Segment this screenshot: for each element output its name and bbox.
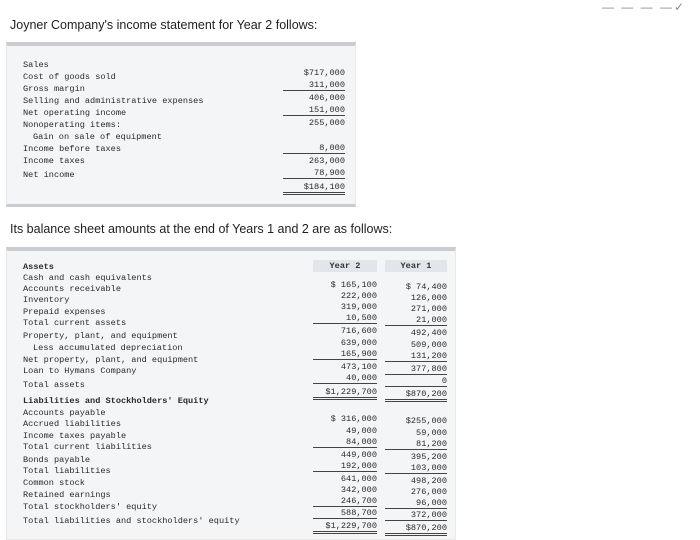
y1-accounts-payable: $255,000 <box>405 416 447 426</box>
is-label-income-taxes: Income taxes <box>23 156 85 166</box>
bs-label-loan-to-hymans: Loan to Hymans Company <box>23 366 137 376</box>
bs-label-accumulated-depreciation: Less accumulated depreciation <box>33 343 183 353</box>
bs-label-accrued-liabilities: Accrued liabilities <box>23 419 121 429</box>
bs-label-total-current-liabilities: Total current liabilities <box>23 442 152 452</box>
y1-loan-to-hymans: 0 <box>385 376 447 387</box>
y1-total-current-assets: 492,400 <box>410 328 447 338</box>
y2-income-taxes-payable: 84,000 <box>313 437 377 448</box>
y1-total-stockholders-equity: 372,000 <box>385 510 447 521</box>
y2-accounts-receivable: 222,000 <box>340 291 377 301</box>
is-label-nonoperating-items: Nonoperating items: <box>23 120 121 130</box>
is-label-sales: Sales <box>23 60 49 70</box>
bs-label-accounts-receivable: Accounts receivable <box>23 284 121 294</box>
y1-prepaid-expenses: 21,000 <box>385 315 447 326</box>
bs-label-cash: Cash and cash equivalents <box>23 273 152 283</box>
y2-cash: $ 165,100 <box>330 280 377 290</box>
y1-total-current-liabilities: 395,200 <box>410 452 447 462</box>
y1-accrued-liabilities: 59,000 <box>416 428 447 438</box>
y2-total-stockholders-equity: 588,700 <box>313 508 377 519</box>
y2-accrued-liabilities: 49,000 <box>346 426 377 436</box>
y2-retained-earnings: 246,700 <box>313 496 377 507</box>
y2-total-current-liabilities: 449,000 <box>340 450 377 460</box>
bs-label-retained-earnings: Retained earnings <box>23 490 111 500</box>
bs-label-assets: Assets <box>23 262 54 272</box>
y1-income-taxes-payable: 81,200 <box>385 439 447 450</box>
y1-total-assets: $870,200 <box>385 389 447 402</box>
y2-common-stock: 342,000 <box>340 485 377 495</box>
y2-total-assets: $1,229,700 <box>313 387 377 400</box>
bs-label-total-stockholders-equity: Total stockholders' equity <box>23 502 158 512</box>
y2-bonds-payable: 192,000 <box>313 461 377 472</box>
y2-total-current-assets: 716,600 <box>340 326 377 336</box>
bs-label-liabilities-equity: Liabilities and Stockholders' Equity <box>23 396 209 406</box>
y2-accumulated-depreciation: 165,900 <box>313 349 377 360</box>
is-value-income-taxes: 78,900 <box>283 168 345 179</box>
bs-label-common-stock: Common stock <box>23 478 85 488</box>
y1-inventory: 271,000 <box>410 304 447 314</box>
y1-accounts-receivable: 126,000 <box>410 293 447 303</box>
bs-label-bonds-payable: Bonds payable <box>23 455 91 465</box>
y2-inventory: 319,000 <box>340 302 377 312</box>
bs-label-total-assets: Total assets <box>23 380 85 390</box>
y2-ppe: 639,000 <box>340 338 377 348</box>
bs-label-prepaid-expenses: Prepaid expenses <box>23 307 106 317</box>
y1-ppe: 509,000 <box>410 340 447 350</box>
y1-accumulated-depreciation: 131,200 <box>385 351 447 362</box>
is-label-net-operating-income: Net operating income <box>23 108 127 118</box>
cropped-edge-mark: ― — ― —✓ <box>601 0 686 14</box>
is-value-net-operating-income: 255,000 <box>308 118 345 128</box>
y1-cash: $ 74,400 <box>405 282 447 292</box>
is-label-income-before-taxes: Income before taxes <box>23 144 121 154</box>
is-label-gross-margin: Gross margin <box>23 84 85 94</box>
bs-label-total-liabilities-and-equity: Total liabilities and stockholders' equity <box>23 516 240 526</box>
is-value-net-income: $184,100 <box>283 182 345 195</box>
y2-loan-to-hymans: 40,000 <box>313 373 377 384</box>
bs-label-net-ppe: Net property, plant, and equipment <box>23 355 199 365</box>
y1-common-stock: 276,000 <box>410 487 447 497</box>
is-value-sales: $717,000 <box>303 68 345 78</box>
year1-column-header: Year 1 <box>385 260 447 272</box>
balance-sheet-heading: Its balance sheet amounts at the end of Years 1 and 2 are as follows: <box>10 222 393 236</box>
balance-sheet-table <box>6 247 456 540</box>
bs-label-total-current-assets: Total current assets <box>23 318 127 328</box>
bs-label-ppe: Property, plant, and equipment <box>23 331 178 341</box>
y2-prepaid-expenses: 10,500 <box>313 313 377 324</box>
is-value-income-before-taxes: 263,000 <box>308 156 345 166</box>
bs-label-income-taxes-payable: Income taxes payable <box>23 431 127 441</box>
y1-total-liabilities: 498,200 <box>410 476 447 486</box>
is-label-net-income: Net income <box>23 170 75 180</box>
y2-total-liabilities-and-equity: $1,229,700 <box>313 521 377 534</box>
y1-bonds-payable: 103,000 <box>385 463 447 474</box>
y2-total-liabilities: 641,000 <box>340 474 377 484</box>
year2-column-header: Year 2 <box>313 260 377 272</box>
is-label-selling-admin: Selling and administrative expenses <box>23 96 204 106</box>
is-value-cogs: 311,000 <box>283 80 345 91</box>
income-statement-table <box>6 42 356 207</box>
income-statement-heading: Joyner Company's income statement for Year 2 follows: <box>10 18 318 32</box>
is-value-gain-on-sale: 8,000 <box>283 143 345 154</box>
is-value-gross-margin: 406,000 <box>308 93 345 103</box>
is-label-gain-on-sale: Gain on sale of equipment <box>33 132 162 142</box>
y2-net-ppe: 473,100 <box>340 362 377 372</box>
is-label-cogs: Cost of goods sold <box>23 72 116 82</box>
y1-net-ppe: 377,800 <box>385 364 447 375</box>
bs-label-inventory: Inventory <box>23 295 70 305</box>
bs-label-total-liabilities: Total liabilities <box>23 466 111 476</box>
y1-retained-earnings: 96,000 <box>385 498 447 509</box>
is-value-selling-admin: 151,000 <box>283 105 345 116</box>
y2-accounts-payable: $ 316,000 <box>330 414 377 424</box>
bs-label-accounts-payable: Accounts payable <box>23 408 106 418</box>
y1-total-liabilities-and-equity: $870,200 <box>385 523 447 536</box>
